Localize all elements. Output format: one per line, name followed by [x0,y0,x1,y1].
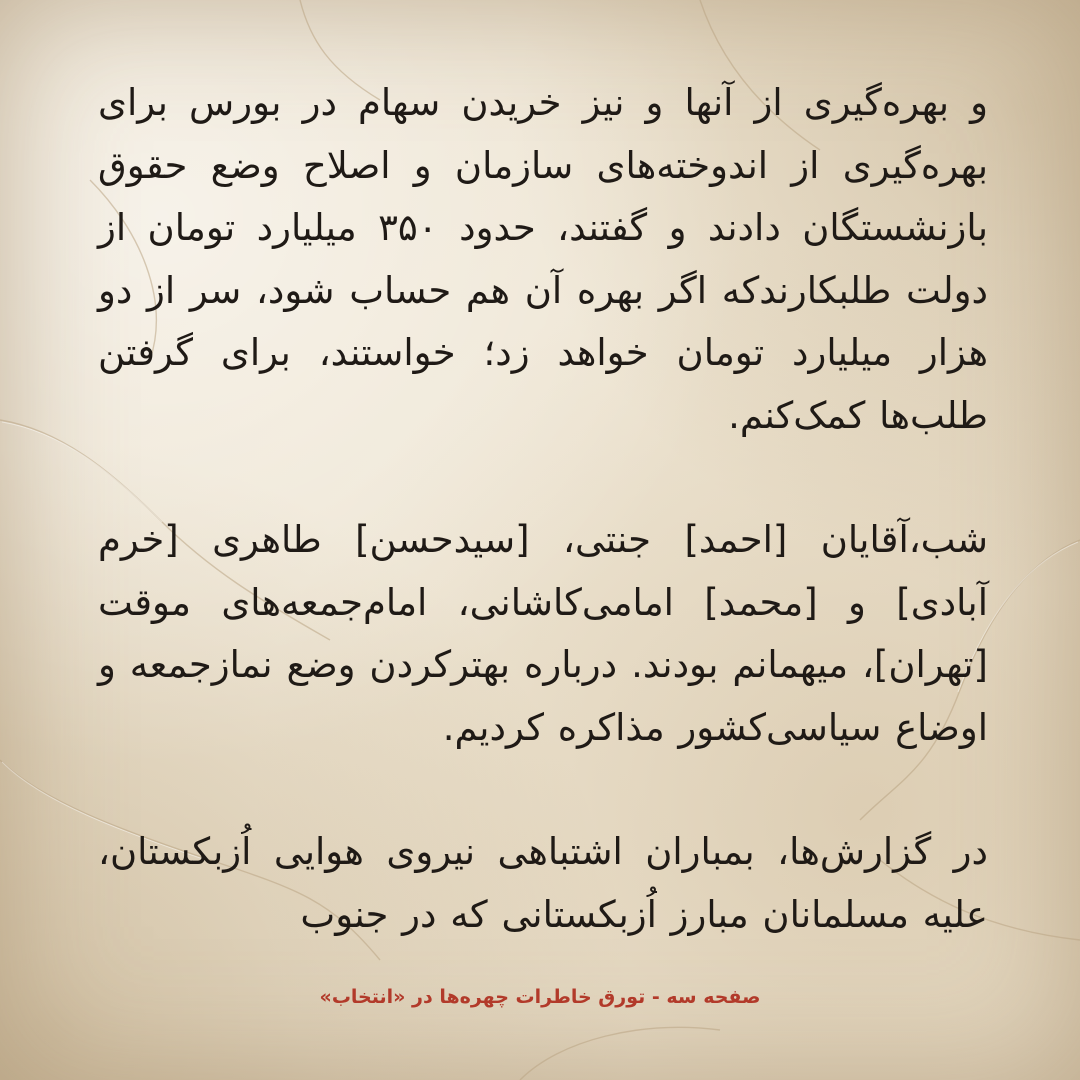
paragraph-2: شب،آقایان [احمد] جنتی، [سیدحسن] طاهری [خرم آبادی] و [محمد] امامی‌کاشانی، امام‌جمعه‌های موقت [تهران]، میهمانم بودند. درباره بهترکردن وضع نمازجمعه و اوضاع سیاسی‌کشور مذاکره کردیم. [98,518,988,749]
memoir-text-body [98,72,988,946]
paragraph-1: و بهره‌گیری از آنها و نیز خریدن سهام در بورس برای بهره‌گیری از اندوخته‌های سازمان و اصلاح وضع حقوق بازنشستگان دادند و گفتند، حدود ۳۵۰ میلیارد تومان از دولت طلبکارندکه اگر بهره آن هم حساب شود، سر از دو هزار میلیارد تومان خواهد زد؛ خواستند، برای گرفتن طلب‌ها کمک‌کنم. [98,81,988,437]
page-footer-caption: صفحه سه - تورق خاطرات چهره‌ها در «انتخاب» [319,986,761,1008]
paragraph-3: در گزارش‌ها، بمباران اشتباهی نیروی هوایی اُزبکستان، علیه مسلمانان مبارز اُزبکستانی که در جنوب [98,830,988,936]
